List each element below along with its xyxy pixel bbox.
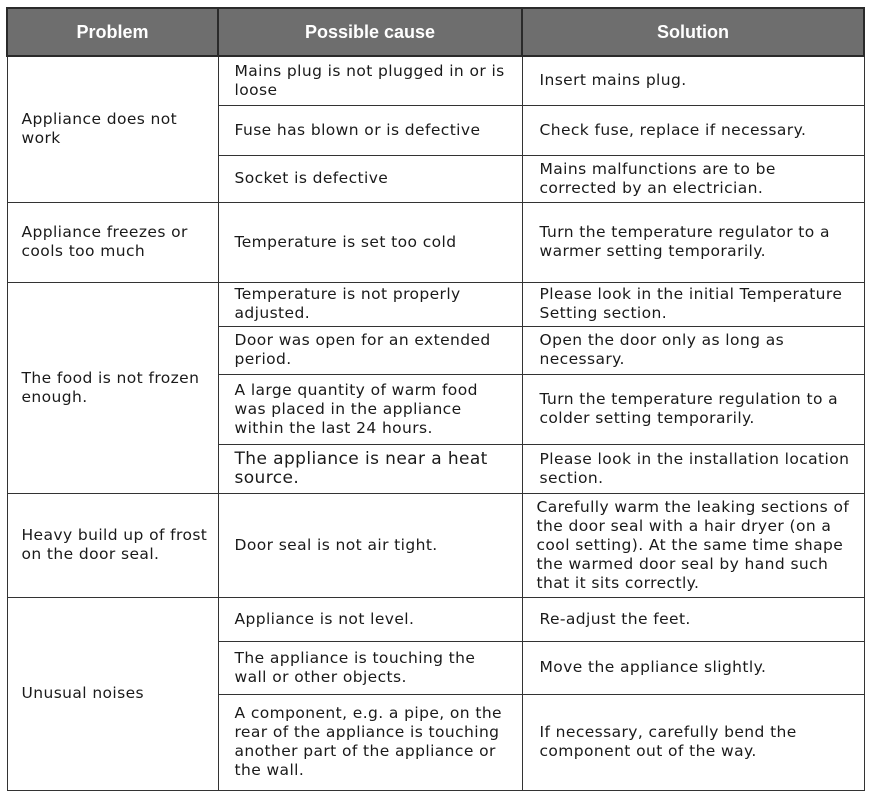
solution-cell: Re-adjust the feet. [522, 597, 864, 641]
header-problem: Problem [7, 8, 218, 56]
problem-cell: The food is not frozen enough. [7, 282, 218, 493]
solution-cell: Check fuse, replace if necessary. [522, 105, 864, 155]
solution-cell: Open the door only as long as necessary. [522, 326, 864, 374]
cause-cell: Temperature is set too cold [218, 202, 522, 282]
solution-cell: Mains malfunctions are to be corrected by an electrician. [522, 155, 864, 202]
solution-cell: Turn the temperature regulation to a colder setting temporarily. [522, 374, 864, 444]
header-possible-cause: Possible cause [218, 8, 522, 56]
cause-cell: A large quantity of warm food was placed in the appliance within the last 24 hours. [218, 374, 522, 444]
solution-cell: If necessary, carefully bend the component out of the way. [522, 694, 864, 790]
table-row [7, 493, 864, 597]
cause-cell: Socket is defective [218, 155, 522, 202]
table-row [7, 597, 864, 641]
cause-cell: A component, e.g. a pipe, on the rear of the appliance is touching another part of the appliance or the wall. [218, 694, 522, 790]
cause-cell: Fuse has blown or is defective [218, 105, 522, 155]
solution-cell: Carefully warm the leaking sections of the door seal with a hair dryer (on a cool setting). At the same time shape the warmed door seal by hand such that it sits correctly. [522, 493, 864, 597]
solution-cell: Please look in the installation location section. [522, 444, 864, 493]
solution-cell: Turn the temperature regulator to a warmer setting temporarily. [522, 202, 864, 282]
header-row [7, 8, 864, 56]
table-row [7, 56, 864, 105]
table-row [7, 202, 864, 282]
problem-cell: Appliance does not work [7, 56, 218, 202]
cause-cell: Door seal is not air tight. [218, 493, 522, 597]
problem-cell: Unusual noises [7, 597, 218, 790]
troubleshooting-table [6, 7, 865, 791]
problem-cell: Appliance freezes or cools too much [7, 202, 218, 282]
solution-cell: Move the appliance slightly. [522, 641, 864, 694]
cause-cell: The appliance is touching the wall or other objects. [218, 641, 522, 694]
cause-cell: Temperature is not properly adjusted. [218, 282, 522, 326]
header-solution: Solution [522, 8, 864, 56]
problem-cell: Heavy build up of frost on the door seal. [7, 493, 218, 597]
cause-cell: Mains plug is not plugged in or is loose [218, 56, 522, 105]
solution-cell: Insert mains plug. [522, 56, 864, 105]
cause-cell: The appliance is near a heat source. [218, 444, 522, 493]
cause-cell: Door was open for an extended period. [218, 326, 522, 374]
table-row [7, 282, 864, 326]
solution-cell: Please look in the initial Temperature Setting section. [522, 282, 864, 326]
cause-cell: Appliance is not level. [218, 597, 522, 641]
